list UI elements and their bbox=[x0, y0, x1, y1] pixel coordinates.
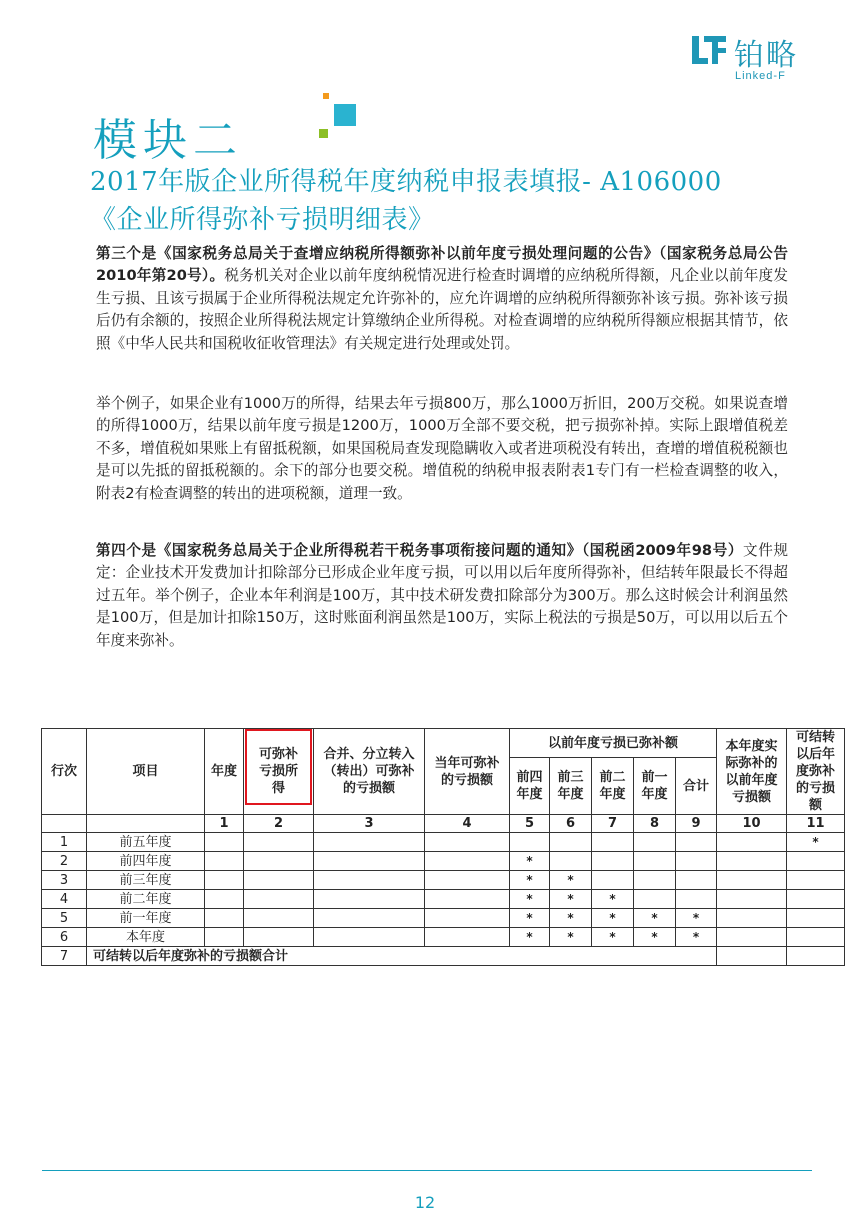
cell-star-c5: * bbox=[510, 871, 550, 890]
row-number: 2 bbox=[42, 852, 87, 871]
module-title: 模块二 bbox=[93, 115, 243, 166]
document-title bbox=[90, 163, 810, 239]
header-c10: 本年度实际弥补的以前年度亏损额 bbox=[717, 729, 787, 815]
cell-c4 bbox=[425, 928, 510, 947]
cell-c6 bbox=[550, 852, 592, 871]
paragraph-3-text: 文件规定：企业技术开发费加计扣除部分已形成企业年度亏损，可以用以后年度所得弥补，但结转年限最长不得超过五年。举个例子，企业本年利润是100万，其中技术研发费扣除部分为300万。那么这时候会计利润虽然是100万，但是加计扣除150万，这时账面利润虽然是100万，实际上税法的亏损是50万，可以用以后五个年度来弥补。 bbox=[96, 542, 788, 649]
header-c6: 前三年度 bbox=[550, 758, 592, 815]
cell-c11 bbox=[787, 890, 845, 909]
paragraph-3-bold: 第四个是《国家税务总局关于企业所得税若干税务事项衔接问题的通知》（国税函2009年98号） bbox=[96, 542, 744, 559]
cell-star-c7: * bbox=[592, 928, 634, 947]
row-item: 前四年度 bbox=[87, 852, 205, 871]
cell-c11 bbox=[787, 871, 845, 890]
cell-star-c5: * bbox=[510, 909, 550, 928]
header-c8: 前一年度 bbox=[634, 758, 676, 815]
header-c5: 前四年度 bbox=[510, 758, 550, 815]
cell-c2 bbox=[244, 890, 314, 909]
cell-c5 bbox=[510, 833, 550, 852]
cell-c7 bbox=[592, 871, 634, 890]
cell-c11 bbox=[787, 852, 845, 871]
total-row-label: 可结转以后年度弥补的亏损额合计 bbox=[87, 947, 717, 966]
header-year: 年度 bbox=[205, 729, 244, 815]
cell-c10 bbox=[717, 890, 787, 909]
colnum-2: 2 bbox=[244, 815, 314, 833]
colnum-9: 9 bbox=[676, 815, 717, 833]
row-item: 本年度 bbox=[87, 928, 205, 947]
loss-compensation-table bbox=[41, 728, 845, 966]
colnum-1: 1 bbox=[205, 815, 244, 833]
cell-star-c7: * bbox=[592, 890, 634, 909]
header-row-no: 行次 bbox=[42, 729, 87, 815]
cell-star-c8: * bbox=[634, 928, 676, 947]
cell-star-c9: * bbox=[676, 928, 717, 947]
colnum-8: 8 bbox=[634, 815, 676, 833]
row-item: 前一年度 bbox=[87, 909, 205, 928]
table-row bbox=[42, 928, 845, 947]
paragraph-1-bold: 第三个是《国家税务总局关于查增应纳税所得额弥补以前年度亏损处理问题的公告》（国家税务总局公告2010年第20号）。 bbox=[96, 245, 788, 285]
cell-c9 bbox=[676, 852, 717, 871]
colnum-4: 4 bbox=[425, 815, 510, 833]
total-row-c11 bbox=[787, 947, 845, 966]
brand-logo bbox=[690, 30, 820, 82]
cell-c1 bbox=[205, 890, 244, 909]
cell-c3 bbox=[314, 890, 425, 909]
cell-star-c6: * bbox=[550, 890, 592, 909]
colnum-6: 6 bbox=[550, 815, 592, 833]
total-row-c10 bbox=[717, 947, 787, 966]
page-number: 12 bbox=[414, 1193, 436, 1212]
total-row-no: 7 bbox=[42, 947, 87, 966]
cell-star-c9: * bbox=[676, 909, 717, 928]
paragraph-1-text: 税务机关对企业以前年度纳税情况进行检查时调增的应纳税所得额，凡企业以前年度发生亏损、且该亏损属于企业所得税法规定允许弥补的，应允许调增的应纳税所得额弥补该亏损。弥补该亏损后仍有余额的，按照企业所得税法规定计算缴纳企业所得税。对检查调增的应纳税所得额应根据其情节，依照《中华人民共和国税收征收管理法》有关规定进行处理或处罚。 bbox=[96, 267, 788, 352]
paragraph-1 bbox=[96, 243, 788, 355]
colnum-blank-2 bbox=[87, 815, 205, 833]
paragraph-3 bbox=[96, 540, 788, 652]
colnum-10: 10 bbox=[717, 815, 787, 833]
header-group-previous-years: 以前年度亏损已弥补额 bbox=[510, 729, 717, 758]
cell-c11 bbox=[787, 909, 845, 928]
cell-c1 bbox=[205, 928, 244, 947]
colnum-7: 7 bbox=[592, 815, 634, 833]
cell-c1 bbox=[205, 833, 244, 852]
cell-c4 bbox=[425, 871, 510, 890]
cell-c2 bbox=[244, 833, 314, 852]
cell-star-c6: * bbox=[550, 928, 592, 947]
cell-c3 bbox=[314, 871, 425, 890]
cell-c9 bbox=[676, 890, 717, 909]
row-item: 前三年度 bbox=[87, 871, 205, 890]
cell-star-c5: * bbox=[510, 928, 550, 947]
table-row bbox=[42, 852, 845, 871]
footer-divider bbox=[42, 1170, 812, 1171]
cell-c10 bbox=[717, 909, 787, 928]
deco-square-teal bbox=[334, 104, 356, 126]
cell-star-c6: * bbox=[550, 871, 592, 890]
table-row bbox=[42, 833, 845, 852]
cell-c3 bbox=[314, 909, 425, 928]
cell-c1 bbox=[205, 871, 244, 890]
cell-c8 bbox=[634, 890, 676, 909]
cell-c4 bbox=[425, 833, 510, 852]
cell-c4 bbox=[425, 890, 510, 909]
deco-square-orange bbox=[323, 93, 329, 99]
row-number: 3 bbox=[42, 871, 87, 890]
cell-c4 bbox=[425, 852, 510, 871]
header-c3: 合并、分立转入（转出）可弥补的亏损额 bbox=[314, 729, 425, 815]
table-row bbox=[42, 871, 845, 890]
header-item: 项目 bbox=[87, 729, 205, 815]
row-item: 前二年度 bbox=[87, 890, 205, 909]
header-c11: 可结转以后年度弥补的亏损额 bbox=[787, 729, 845, 815]
cell-star-c7: * bbox=[592, 909, 634, 928]
paragraph-2: 举个例子，如果企业有1000万的所得，结果去年亏损800万，那么1000万折旧，200万交税。如果说查增的所得1000万，结果以前年度亏损是1200万，1000万全部不要交税，把亏损弥补掉。实际上跟增值税差不多，增值税如果账上有留抵税额，如果国税局查发现隐瞒收入或者进项税没有转出，查增的增值税税额也是可以先抵的留抵税额的。余下的部分也要交税。增值税的纳税申报表附表1专门有一栏检查调整的收入，附表2有检查调整的转出的进项税额，道理一致。 bbox=[96, 395, 788, 502]
row-number: 5 bbox=[42, 909, 87, 928]
colnum-blank-1 bbox=[42, 815, 87, 833]
logo-brand-cn: 铂略 bbox=[734, 38, 798, 73]
logo-mark-icon bbox=[690, 34, 728, 70]
cell-c10 bbox=[717, 928, 787, 947]
table-row bbox=[42, 890, 845, 909]
document-title-line2: 《企业所得弥补亏损明细表》 bbox=[90, 205, 435, 235]
row-number: 4 bbox=[42, 890, 87, 909]
row-number: 1 bbox=[42, 833, 87, 852]
cell-c2 bbox=[244, 909, 314, 928]
cell-star-c8: * bbox=[634, 909, 676, 928]
cell-c3 bbox=[314, 833, 425, 852]
cell-c8 bbox=[634, 833, 676, 852]
cell-c4 bbox=[425, 909, 510, 928]
logo-brand-en: Linked-F bbox=[735, 70, 786, 82]
cell-c10 bbox=[717, 871, 787, 890]
cell-c9 bbox=[676, 833, 717, 852]
cell-c1 bbox=[205, 909, 244, 928]
cell-c2 bbox=[244, 928, 314, 947]
header-c9: 合计 bbox=[676, 758, 717, 815]
cell-c11 bbox=[787, 928, 845, 947]
header-c4: 当年可弥补的亏损额 bbox=[425, 729, 510, 815]
colnum-3: 3 bbox=[314, 815, 425, 833]
cell-star-c5: * bbox=[510, 852, 550, 871]
header-c7: 前二年度 bbox=[592, 758, 634, 815]
highlight-box bbox=[245, 729, 312, 805]
cell-c3 bbox=[314, 928, 425, 947]
table-row bbox=[42, 909, 845, 928]
cell-c10 bbox=[717, 833, 787, 852]
colnum-11: 11 bbox=[787, 815, 845, 833]
header-c2: 可弥补亏损所得 bbox=[244, 729, 314, 815]
cell-c2 bbox=[244, 852, 314, 871]
cell-c9 bbox=[676, 871, 717, 890]
cell-star-c11: * bbox=[787, 833, 845, 852]
document-title-line1: 2017年版企业所得税年度纳税申报表填报- A106000 bbox=[90, 167, 722, 197]
cell-c1 bbox=[205, 852, 244, 871]
cell-c7 bbox=[592, 852, 634, 871]
cell-c10 bbox=[717, 852, 787, 871]
row-number: 6 bbox=[42, 928, 87, 947]
cell-c8 bbox=[634, 871, 676, 890]
deco-square-green bbox=[319, 129, 328, 138]
cell-c2 bbox=[244, 871, 314, 890]
cell-c3 bbox=[314, 852, 425, 871]
row-item: 前五年度 bbox=[87, 833, 205, 852]
cell-c7 bbox=[592, 833, 634, 852]
colnum-5: 5 bbox=[510, 815, 550, 833]
cell-c8 bbox=[634, 852, 676, 871]
cell-star-c5: * bbox=[510, 890, 550, 909]
cell-c6 bbox=[550, 833, 592, 852]
cell-star-c6: * bbox=[550, 909, 592, 928]
